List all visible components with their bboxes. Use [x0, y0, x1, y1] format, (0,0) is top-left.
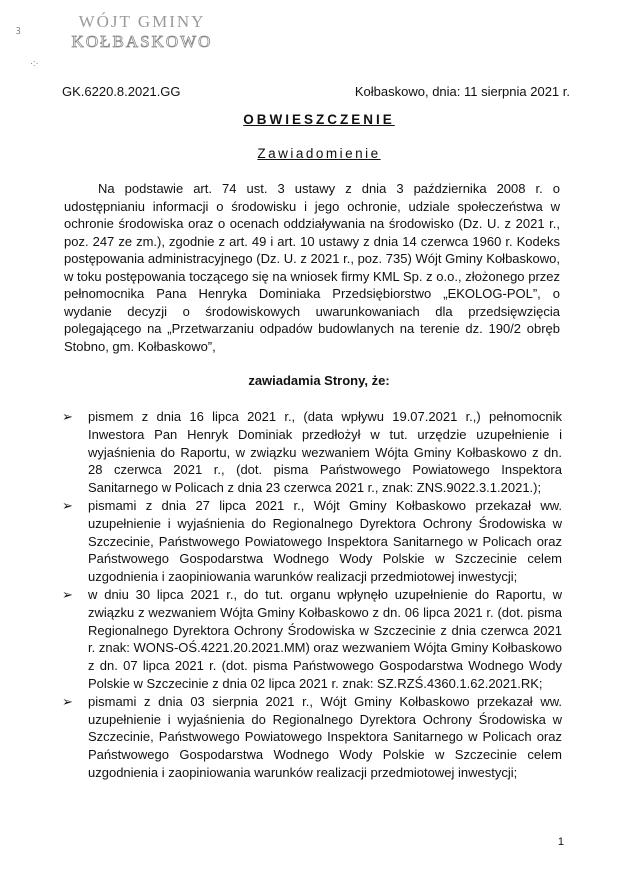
arrow-bullet-icon: ➢	[62, 497, 73, 513]
arrow-bullet-icon: ➢	[62, 409, 73, 424]
list-item-text: pismami z dnia 27 lipca 2021 r., Wójt Gminy Kołbaskowo przekazał ww. uzupełnienie i wyjaśnienia do Regionalnego Dyrektora Ochrony Środowiska w Szczecinie, Państwowego Powiatowego Inspektora Sanitarnego w Policach oraz Państwowego Gospodarstwa Wodnego Wody Polskie w Szczecinie celem uzgodnienia i zaopiniowania warunków realizacji przedmiotowej inwestycji;	[88, 497, 562, 585]
document-subtitle: Zawiadomienie	[257, 146, 381, 161]
list-item	[62, 408, 562, 497]
list-item	[62, 586, 562, 693]
stamp-line-2: KOŁBASKOWO	[71, 32, 213, 51]
list-item	[62, 693, 562, 782]
place-and-date: Kołbaskowo, dnia: 11 sierpnia 2021 r.	[354, 84, 570, 99]
notice-items-list	[62, 408, 562, 782]
intro-paragraph: Na podstawie art. 74 ust. 3 ustawy z dnia 3 października 2008 r. o udostępnianiu informacji o środowisku i jego ochronie, udziale społeczeństwa w ochronie środowiska oraz o ocenach oddziaływania na środowisko (Dz. U. z 2021 r., poz. 247 ze zm.), zgodnie z art. 49 i art. 10 ustawy z dnia 14 czerwca 1960 r. Kodeks postępowania administracyjnego (Dz. U. z 2021 r., poz. 735) Wójt Gminy Kołbaskowo, w toku postępowania toczącego się na wniosek firmy KML Sp. z o.o., złożonego przez pełnomocnika Pana Henryka Dominiaka Przedsiębiorstwo „EKOLOG-POL”, o wydanie decyzji o środowiskowych uwarunkowaniach dla przedsięwzięcia polegającego na „Przetwarzaniu odpadów budowlanych na terenie dz. 190/2 obręb Stobno, gm. Kołbaskowo”,	[64, 181, 560, 354]
list-item-text: pismem z dnia 16 lipca 2021 r., (data wpływu 19.07.2021 r.,) pełnomocnik Inwestora Pan Henryk Dominiak przedłożył w tut. urzędzie uzupełnienie i wyjaśnienia do Raportu, w związku wezwaniem Wójta Gminy Kołbaskowo z dn. 28 czerwca 2021 r., (dot. pisma Państwowego Powiatowego Inspektora Sanitarnego w Policach z dnia 23 czerwca 2021 r., znak: ZNS.9022.3.1.2021.);	[88, 409, 562, 496]
list-item-text: pismami z dnia 03 sierpnia 2021 r., Wójt Gminy Kołbaskowo przekazał ww. uzupełnienie i wyjaśnienia do Regionalnego Dyrektora Ochrony Środowiska w Szczecinie, Państwowego Powiatowego Inspektora Sanitarnego w Policach oraz Państwowego Gospodarstwa Wodnego Wody Polskie w Szczecinie celem uzgodnienia i zaopiniowania warunków realizacji przedmiotowej inwestycji;	[88, 693, 562, 780]
case-reference: GK.6220.8.2021.GG	[62, 84, 181, 99]
announcement-heading: zawiadamia Strony, że:	[248, 373, 390, 388]
scan-mark: ·:·	[30, 58, 39, 68]
page-number: 1	[557, 836, 564, 848]
list-item	[62, 497, 562, 586]
arrow-bullet-icon: ➢	[62, 586, 73, 602]
arrow-bullet-icon: ➢	[62, 693, 73, 709]
office-stamp	[62, 12, 222, 52]
scan-mark: ꝫ	[16, 24, 21, 34]
stamp-line-1: WÓJT GMINY	[78, 12, 206, 31]
document-title: OBWIESZCZENIE	[243, 112, 395, 127]
list-item-text: w dniu 30 lipca 2021 r., do tut. organu wpłynęło uzupełnienie do Raportu, w związku z wezwaniem Wójta Gminy Kołbaskowo z dn. 06 lipca 2021 r. (dot. pisma Regionalnego Dyrektora Ochrony Środowiska w Szczecinie z dnia czerwca 2021 r. znak: WONS-OŚ.4221.20.2021.MM) oraz wezwaniem Wójta Gminy Kołbaskowo z dn. 07 lipca 2021 r. (dot. pisma Państwowego Gospodarstwa Wodnego Wody Polskie w Szczecinie z dnia 02 lipca 2021 r. znak: SZ.RZŚ.4360.1.62.2021.RK;	[88, 586, 562, 691]
